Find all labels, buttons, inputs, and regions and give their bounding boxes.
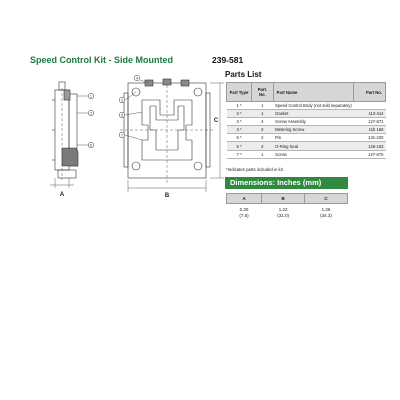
callout-side-6: 6	[90, 143, 92, 148]
dimensions-table	[226, 193, 348, 219]
dimension-c-label: C	[213, 118, 219, 124]
dim-col-c: C	[305, 194, 348, 204]
callout-front-3: 3	[121, 98, 123, 103]
cell-type: 3 *	[227, 118, 252, 126]
dim-col-b: B	[262, 194, 305, 204]
cell-name: Screw Assembly	[273, 118, 354, 126]
cell-type: 7 *	[227, 150, 252, 158]
callout-front-7: 7	[121, 133, 123, 138]
cell-number	[354, 102, 386, 110]
cell-qty: 1	[252, 150, 274, 158]
parts-list-header	[227, 83, 386, 102]
dim-b-inches: 1.22	[278, 207, 288, 212]
table-row	[227, 118, 386, 126]
parts-list-title: Parts List	[225, 70, 262, 79]
col-part-qty: Part. No.	[252, 83, 274, 102]
cell-type: 2 *	[227, 110, 252, 118]
dimension-a-label: A	[59, 192, 65, 198]
part-number: 239-581	[212, 55, 244, 65]
cell-qty: 4	[252, 118, 274, 126]
cell-name: Pin	[273, 134, 354, 142]
col-part-name: Part Name	[273, 83, 354, 102]
cell-type: 6 *	[227, 142, 252, 150]
table-row	[227, 110, 386, 118]
cell-name: Screw	[273, 150, 354, 158]
dimensions-header	[227, 194, 348, 204]
parts-list-table	[226, 82, 386, 159]
dim-c-mm: (34.3)	[320, 212, 332, 218]
callout-front-5: 5	[121, 113, 123, 118]
table-row	[227, 150, 386, 158]
cell-name: O-Ring Seal	[273, 142, 354, 150]
kit-note: *Indicates parts included in kit	[226, 167, 283, 172]
table-row	[227, 102, 386, 110]
cell-qty: 2	[252, 142, 274, 150]
dim-b-value	[262, 204, 305, 220]
dim-col-a: A	[227, 194, 262, 204]
dimension-b-label: B	[164, 193, 170, 199]
cell-number: 127-671	[354, 118, 386, 126]
table-row	[227, 126, 386, 134]
cell-qty: 1	[252, 110, 274, 118]
cell-number: 131-220	[354, 134, 386, 142]
dim-a-mm: (7.6)	[239, 212, 249, 218]
table-row	[227, 134, 386, 142]
dim-c-value	[305, 204, 348, 220]
callout-side-1: 1	[90, 94, 92, 99]
callout-front-4: 4	[136, 76, 138, 81]
cell-type: 4 *	[227, 126, 252, 134]
cell-number: 113-414	[354, 110, 386, 118]
cell-number: 11b 166	[354, 126, 386, 134]
col-part-number: Part No.	[354, 83, 386, 102]
cell-qty: 1	[252, 102, 274, 110]
dim-c-inches: 1.26	[321, 207, 331, 212]
cell-name: Gasket	[273, 110, 354, 118]
cell-qty: 2	[252, 126, 274, 134]
cell-name: Metering Screw	[273, 126, 354, 134]
dim-a-value	[227, 204, 262, 220]
callout-side-2: 2	[90, 111, 92, 116]
table-row	[227, 142, 386, 150]
dim-b-mm: (31.0)	[277, 212, 289, 218]
cell-name: Speed Control Body (not sold separately)	[275, 103, 352, 109]
cell-type: 5 *	[227, 134, 252, 142]
cell-type: 1 *	[227, 102, 252, 110]
cell-number: 127-670	[354, 150, 386, 158]
dimensions-banner: Dimensions: Inches (mm)	[225, 177, 348, 189]
dim-a-inches: 0.30	[239, 207, 249, 212]
col-part-type: Part Type	[227, 83, 252, 102]
cell-number: 126-163	[354, 142, 386, 150]
cell-qty: 2	[252, 134, 274, 142]
page-title: Speed Control Kit - Side Mounted	[30, 55, 173, 65]
dimensions-row	[227, 204, 348, 220]
